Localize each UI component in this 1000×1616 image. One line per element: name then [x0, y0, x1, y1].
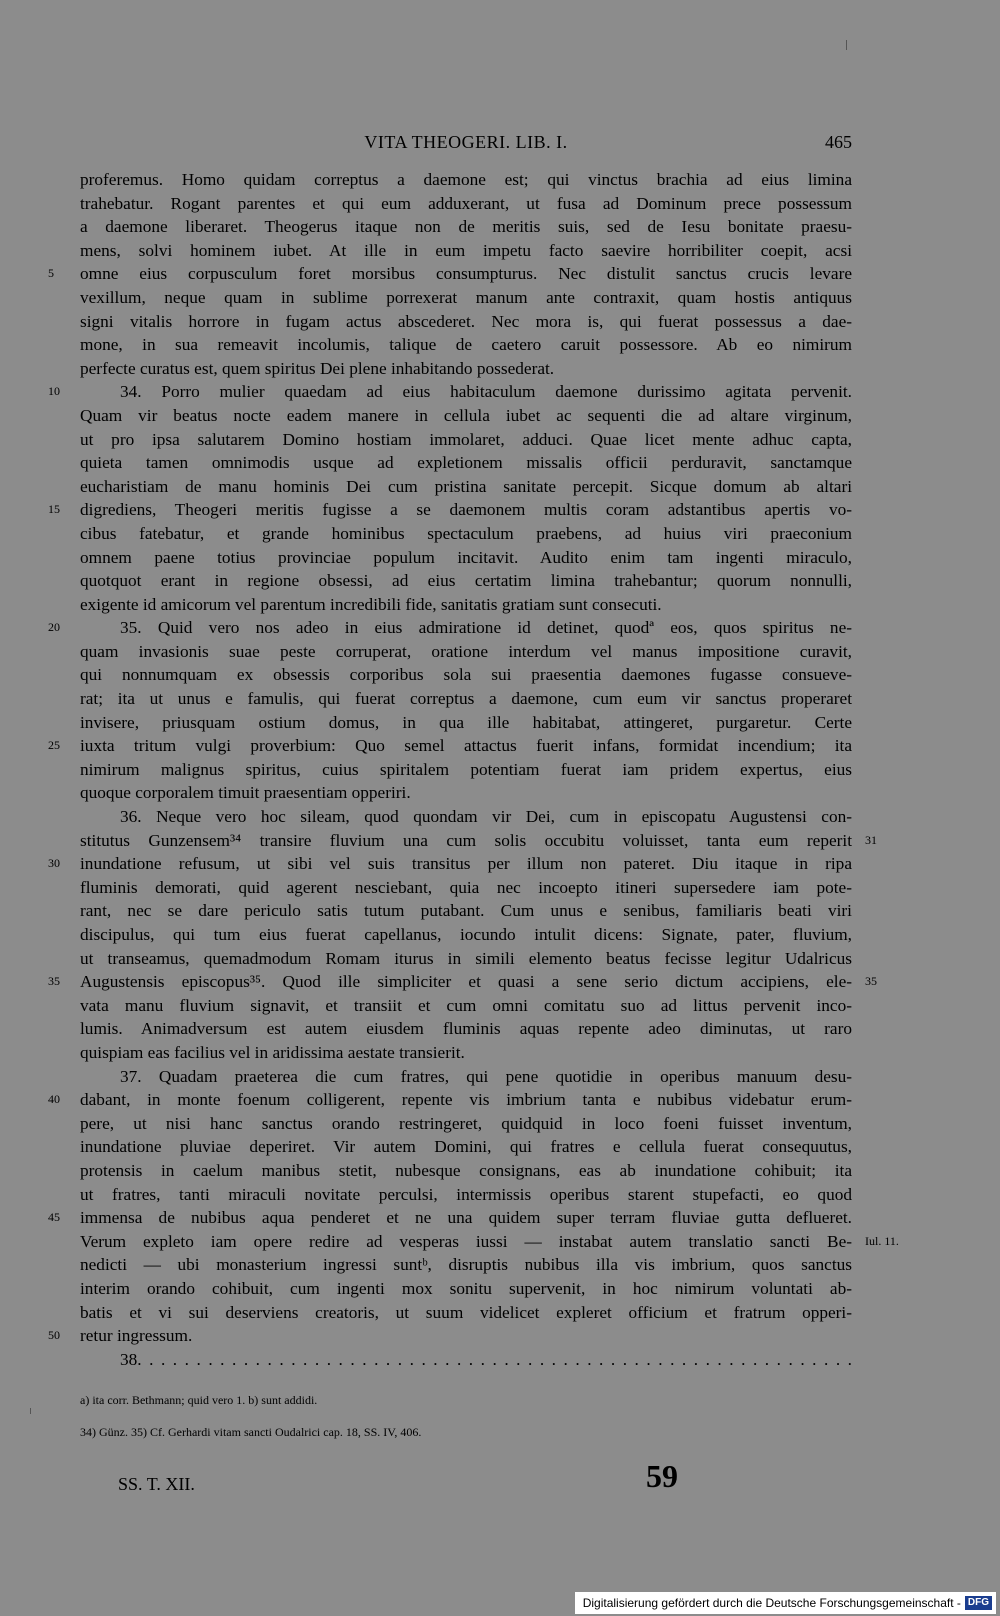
scan-mark-lower — [30, 1408, 31, 1414]
text-line — [80, 994, 852, 1018]
line-text: digrediens, Theogeri meritis fugisse a se daemonem multis coram adstantibus apertis vo- — [80, 500, 852, 520]
margin-note: Iul. 11. — [865, 1233, 899, 1248]
line-text: invisere, priusquam ostium domus, in qua ille habitabat, attingeret, purgaretur. Certe — [80, 712, 852, 732]
running-title: VITA THEOGERI. LIB. I. — [364, 132, 568, 152]
line-text: immensa de nubibus aqua penderet et ne una quidem super terram fluviae gutta deflueret. — [80, 1208, 852, 1228]
line-text: quieta tamen omnimodis usque ad expletionem missalis officii perduravit, sanctamque — [80, 453, 852, 473]
line-text: quispiam eas facilius vel in aridissima aestate transierit. — [80, 1042, 465, 1062]
line-text: quoque corporalem timuit praesentiam opperiri. — [80, 783, 411, 803]
line-text: quam invasionis suae peste corruperat, oratione interdum vel manus impositione curavit, — [80, 641, 852, 661]
line-text: inundatione pluviae deperiret. Vir autem Domini, qui fratres e cellula fuerat consequutus, — [80, 1137, 852, 1157]
text-line — [80, 947, 852, 971]
text-line — [48, 852, 852, 876]
text-line — [48, 970, 877, 994]
running-header — [80, 128, 852, 156]
line-number: 25 — [48, 738, 60, 753]
main-text — [48, 168, 899, 1371]
line-number: 30 — [48, 856, 60, 871]
text-line — [80, 899, 852, 923]
text-line — [80, 451, 852, 475]
text-line — [80, 428, 852, 452]
line-text: stitutus Gunzensem³⁴ transire fluvium una cum solis occubitu voluisset, tanta eum reperit — [80, 830, 852, 850]
text-line — [48, 380, 852, 404]
line-text: interim orando cohibuit, cum ingenti mox sonitu supervenit, in hoc nimirum voluntati ab- — [80, 1278, 852, 1298]
line-text: 34. Porro mulier quaedam ad eius habitaculum daemone durissimo agitata pervenit. — [120, 382, 852, 402]
line-text: ut pro ipsa salutarem Domino hostiam immolaret, adduci. Quae licet mente adhuc capta, — [80, 429, 852, 449]
text-line — [48, 498, 852, 522]
text-line — [80, 805, 852, 829]
text-line — [80, 687, 852, 711]
line-number: 35 — [48, 974, 60, 989]
critical-apparatus: a) ita corr. Bethmann; quid vero 1. b) sunt addidi. — [80, 1393, 318, 1407]
line-text: 36. Neque vero hoc sileam, quod quondam vir Dei, cum in episcopatu Augustensi con- — [120, 807, 852, 827]
line-text: protensis in caelum manibus stetit, nubesque consignans, eas ab inundatione cohibuit; ita — [80, 1160, 852, 1180]
line-text: Verum expleto iam opere redire ad vesperas iussi — instabat autem translatio sancti Be- — [80, 1231, 852, 1251]
text-line — [48, 734, 852, 758]
text-line — [48, 1088, 852, 1112]
text-line — [80, 239, 852, 263]
line-text: omne eius corpusculum foret morsibus consumpturus. Nec distulit sanctus crucis levare — [80, 264, 852, 284]
line-text: rat; ita ut unus e famulis, qui fuerat correptus a daemone, cum eum vir sanctus properaret — [80, 689, 852, 709]
dfg-banner[interactable] — [575, 1592, 996, 1614]
line-number: 5 — [48, 266, 54, 281]
line-text: vata manu fluvium signavit, et transiit et cum omni comitatu suo ad littus pervenit inco- — [80, 995, 852, 1015]
line-text: proferemus. Homo quidam correptus a daemone est; qui vinctus brachia ad eius limina — [80, 170, 852, 189]
text-line — [80, 215, 852, 239]
line-text: mens, solvi hominem iubet. At ille in eum impetu facto saevire horribiliter coepit, acsi — [80, 240, 852, 260]
scan-mark — [846, 40, 847, 50]
line-text: quotquot erant in regione obsessi, ad eius certatim limina trahebantur; quorum nonnulli, — [80, 571, 852, 591]
line-text: nimirum malignus spiritus, cuius spiritalem potentiam fuerat iam pridem expertus, eius — [80, 759, 852, 779]
text-line — [80, 1183, 852, 1207]
text-line — [80, 546, 852, 570]
line-number: 50 — [48, 1328, 60, 1343]
text-line — [80, 569, 852, 593]
line-text: 37. Quadam praeterea die cum fratres, qui pene quotidie in operibus manuum desu- — [120, 1066, 852, 1086]
text-line — [80, 1348, 852, 1372]
text-line — [80, 781, 852, 805]
text-line — [80, 923, 852, 947]
line-number: 45 — [48, 1210, 60, 1225]
text-line — [48, 1206, 852, 1230]
line-text: exigente id amicorum vel parentum incredibili fide, sanitatis gratiam sunt consecuti. — [80, 594, 662, 614]
margin-note: 35 — [865, 974, 877, 989]
text-line — [80, 1041, 852, 1065]
text-line — [80, 168, 852, 192]
text-line — [80, 829, 877, 853]
text-line — [80, 640, 852, 664]
line-text: rant, nec se dare periculo satis tutum putabant. Cum unus e senibus, familiaris beati viri — [80, 901, 852, 921]
line-text: signi vitalis horrore in fugam actus abscederet. Nec mora is, qui fuerat possessus a dae- — [80, 311, 852, 331]
text-line — [80, 593, 852, 617]
text-line — [80, 1135, 852, 1159]
dfg-logo: DFG — [965, 1596, 992, 1610]
text-line — [80, 357, 852, 381]
line-text: batis et vi sui deserviens creatoris, ut suum videlicet expleret officium et fratrum opperi- — [80, 1302, 852, 1322]
text-line — [80, 1112, 852, 1136]
line-text: eucharistiam de manu hominis Dei cum pristina sanitate percepit. Sicque domum ab altari — [80, 476, 852, 496]
line-text: a daemone liberaret. Theogerus itaque non de meritis suis, sed de Iesu bonitate praesu- — [80, 217, 852, 237]
page-number: 465 — [825, 132, 852, 152]
line-text: vexillum, neque quam in sublime porrexerat manum ante contraxit, quam hostis antiquus — [80, 287, 852, 307]
line-text: fluminis demorati, quid agerent nesciebant, quia nec incoepto itineri supersedere iam pote- — [80, 877, 852, 897]
line-number: 15 — [48, 502, 60, 517]
margin-note: 31 — [865, 832, 877, 847]
line-text: cibus fatebatur, et grande hominibus spectaculum praebens, ad huius viri praeconium — [80, 523, 852, 543]
dfg-text: Digitalisierung gefördert durch die Deutsche Forschungsgemeinschaft - — [582, 1596, 961, 1610]
line-text: iuxta tritum vulgi proverbium: Quo semel attactus fuerit infans, formidat incendium; ita — [80, 736, 852, 756]
text-line — [80, 522, 852, 546]
text-line — [80, 1159, 852, 1183]
text-line — [80, 404, 852, 428]
text-line — [80, 711, 852, 735]
line-number: 40 — [48, 1092, 60, 1107]
line-text: ut fratres, tanti miraculi novitate perculsi, intermissis operibus starent stupefacti, eo quod — [80, 1184, 852, 1204]
text-line — [80, 310, 852, 334]
text-line — [48, 616, 852, 640]
text-line — [80, 758, 852, 782]
line-number: 10 — [48, 384, 60, 399]
line-text: ut transeamus, quemadmodum Romam iturus in simili elemento beatus fecisse legitur Udalricus — [80, 948, 852, 968]
text-line — [80, 1253, 852, 1277]
line-text: lumis. Animadversum est autem eiusdem fluminis aquas repente adeo diminutas, ut raro — [80, 1019, 852, 1039]
line-text: discipulus, qui tum eius fuerat capellanus, iocundo intulit dicens: Signate, pater, fluvium, — [80, 925, 852, 944]
text-line — [80, 1230, 899, 1254]
text-line — [80, 1065, 852, 1089]
line-text: pere, ut nisi hanc sanctus orando restringeret, quidquid in loco foeni fuisset inventum, — [80, 1113, 852, 1133]
text-line — [80, 333, 852, 357]
volume-mark: SS. T. XII. — [118, 1474, 195, 1494]
text-line — [80, 1277, 852, 1301]
sheet-signature: 59 — [646, 1458, 678, 1494]
line-text: dabant, in monte foenum colligerent, repente vis imbrium tanta e nubibus videbatur erum- — [80, 1090, 852, 1110]
line-text: perfecte curatus est, quem spiritus Dei plene inhabitando possederat. — [80, 358, 555, 378]
text-line — [48, 262, 852, 286]
text-line — [80, 286, 852, 310]
line-text: trahebatur. Rogant parentes et qui eum adduxerant, ut fusa ad Dominum prece possessum — [80, 193, 852, 213]
text-line — [80, 475, 852, 499]
line-text: retur ingressum. — [80, 1326, 193, 1346]
line-text: qui nonnumquam ex obsessis corporibus sola sui praesentia daemones fugasse consueve- — [80, 665, 852, 685]
line-text: inundatione refusum, ut sibi vel suis transitus per illum non pateret. Diu itaque in ripa — [80, 854, 852, 874]
text-line — [80, 1017, 852, 1041]
line-number: 20 — [48, 620, 60, 635]
line-text: Quam vir beatus nocte eadem manere in cellula iubet ac sequenti die ad altare virginum, — [80, 405, 852, 425]
text-line — [80, 876, 852, 900]
text-line — [48, 1324, 852, 1348]
line-text: Augustensis episcopus³⁵. Quod ille simpliciter et quasi a sene serio dictum accipiens, ele- — [80, 972, 852, 992]
line-text: nedicti — ubi monasterium ingressi suntᵇ, disruptis nubibus illa vis imbrium, quos sanctus — [80, 1255, 852, 1275]
text-line — [80, 663, 852, 687]
line-text: omnem paene totius provinciae populum incitavit. Audito enim tam ingenti miraculo, — [80, 547, 852, 567]
line-text: mone, in sua remeavit incolumis, talique de caetero caruit possessore. Ab eo nimirum — [80, 335, 852, 355]
text-line — [80, 192, 852, 216]
text-line — [80, 1301, 852, 1325]
source-footnotes: 34) Günz. 35) Cf. Gerhardi vitam sancti Oudalrici cap. 18, SS. IV, 406. — [80, 1425, 422, 1439]
line-text: 38. . . . . . . . . . . . . . . . . . . . . . . . . . . . . . . . . . . . . . . . . . . . . . . . . . . . . . . . . . . . . — [120, 1349, 852, 1369]
line-text: 35. Quid vero nos adeo in eius admiratione id detinet, quodª eos, quos spiritus ne- — [120, 618, 852, 638]
